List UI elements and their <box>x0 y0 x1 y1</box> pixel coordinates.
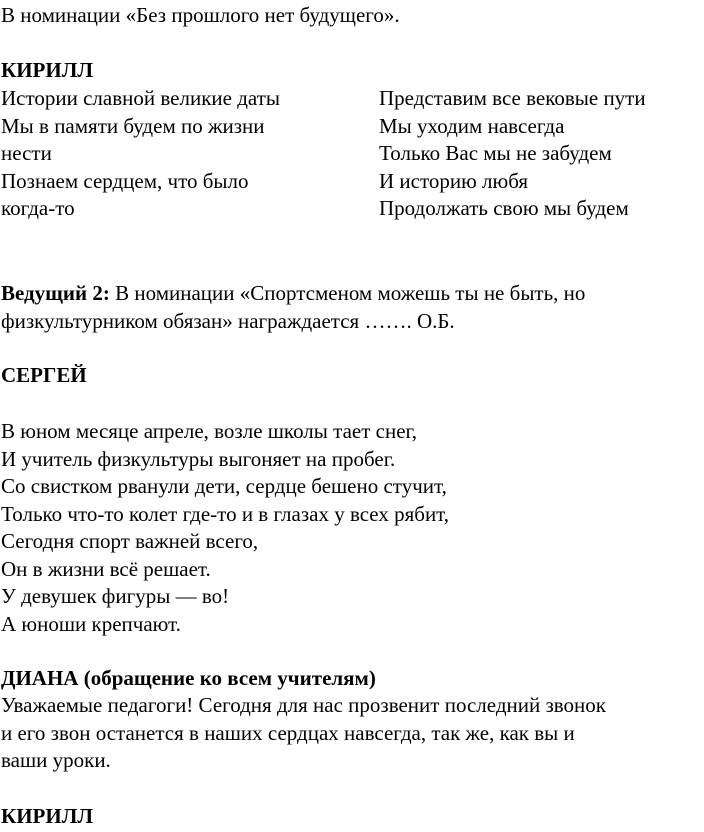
poem-right-line: Только Вас мы не забудем <box>379 141 612 165</box>
host2-label: Ведущий 2: <box>1 281 110 305</box>
host2-text: В номинации «Спортсменом можешь ты не быть, но <box>109 281 586 305</box>
speaker-heading-sergey: СЕРГЕЙ <box>1 363 87 387</box>
intro-text: В номинации «Без прошлого нет будущего». <box>1 3 400 27</box>
poem-left-line: нести <box>1 141 52 165</box>
poem2-line: А юноши крепчают. <box>1 611 181 636</box>
host2-paragraph <box>1 280 585 335</box>
poem-right-line: Представим все вековые пути <box>379 86 646 110</box>
speech-line: Уважаемые педагоги! Сегодня для нас прозвенит последний звонок <box>1 693 606 717</box>
poem2-line: У девушек фигуры — во! <box>1 584 230 608</box>
poem2-line: И учитель физкультуры выгоняет на пробег. <box>1 446 396 471</box>
diana-speech <box>1 692 606 775</box>
speech-line: и его звон останется в наших сердцах навсегда, так же, как вы и <box>1 720 575 745</box>
poem-right-line: Продолжать свою мы будем <box>379 196 629 220</box>
poem-left-line: когда-то <box>1 196 75 220</box>
poem-right-line: Мы уходим навсегда <box>379 113 565 138</box>
speaker-heading-kirill-2: КИРИЛЛ <box>1 804 94 828</box>
poem2-line: Он в жизни всё решает. <box>1 556 211 581</box>
intro-line <box>1 2 400 30</box>
poem-left-line: Истории славной великие даты <box>1 86 280 110</box>
poem2-line: Только что-то колет где-то и в глазах у всех рябит, <box>1 501 450 526</box>
speaker-heading-diana: ДИАНА (обращение ко всем учителям) <box>1 666 376 690</box>
poem2-stanza <box>1 418 449 638</box>
speaker-heading-kirill-1: КИРИЛЛ <box>1 58 94 82</box>
poem-right-line: И историю любя <box>379 168 529 193</box>
poem2-line: Сегодня спорт важней всего, <box>1 529 259 553</box>
poem2-line: Со свистком рванули дети, сердце бешено стучит, <box>1 474 447 498</box>
poem2-line: В юном месяце апреле, возле школы тает снег, <box>1 419 418 443</box>
poem-right-column <box>379 85 699 223</box>
speech-line: ваши уроки. <box>1 748 111 772</box>
poem-left-line: Познаем сердцем, что было <box>1 168 249 193</box>
poem-left-column <box>1 85 361 223</box>
host2-text-line2: физкультурником обязан» награждается ……. О.Б. <box>1 308 455 333</box>
poem-left-line: Мы в памяти будем по жизни <box>1 113 265 138</box>
